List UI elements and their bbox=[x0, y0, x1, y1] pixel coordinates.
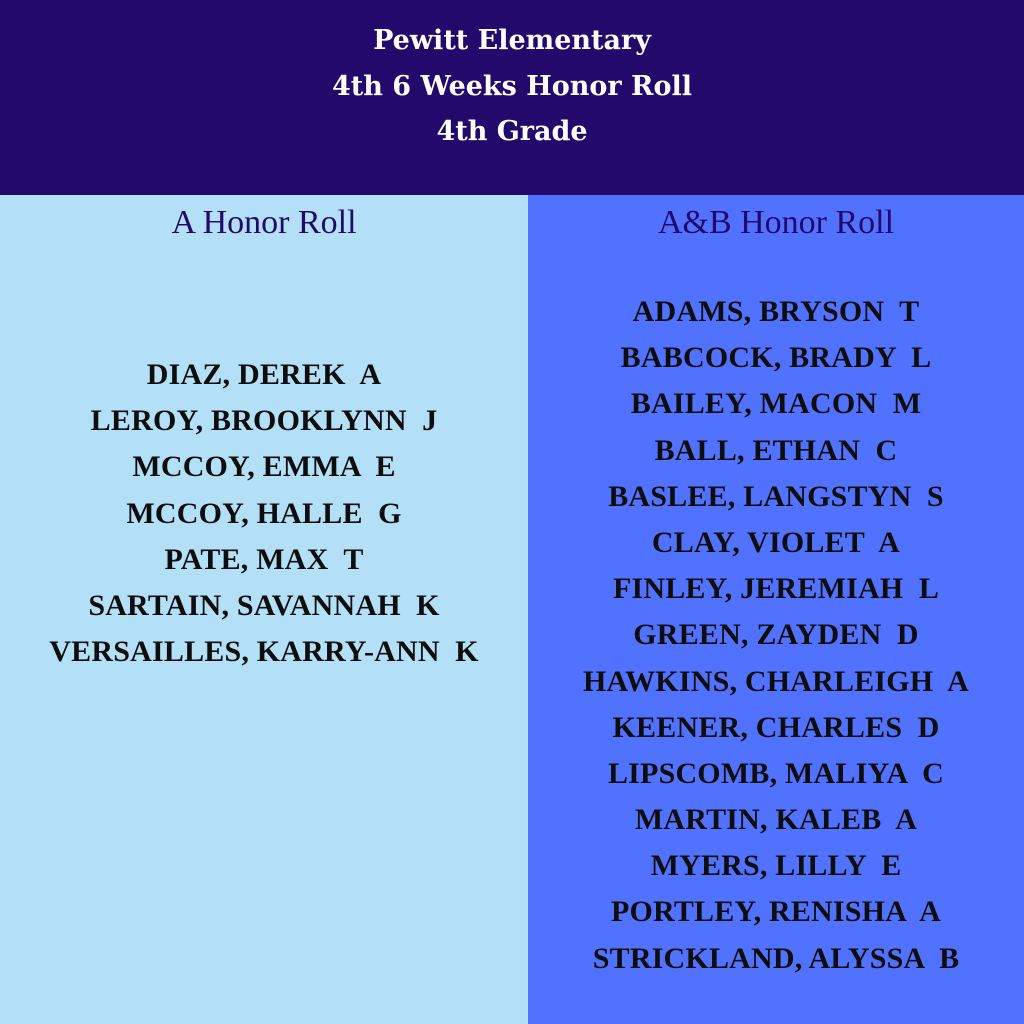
ab-honor-roll-name: KEENER, CHARLES D bbox=[612, 710, 940, 744]
a-honor-roll-name: PATE, MAX T bbox=[164, 542, 364, 576]
ab-honor-roll-list bbox=[528, 289, 1024, 982]
a-honor-roll-title: A Honor Roll bbox=[171, 204, 357, 241]
a-honor-roll-name: SARTAIN, SAVANNAH K bbox=[88, 588, 440, 622]
ab-honor-roll-name: HAWKINS, CHARLEIGH A bbox=[583, 664, 969, 698]
ab-honor-roll-name: PORTLEY, RENISHA A bbox=[610, 895, 942, 929]
a-honor-roll-name: MCCOY, EMMA E bbox=[132, 450, 396, 484]
grade-level: 4th Grade bbox=[436, 116, 588, 147]
ab-honor-roll-name: ADAMS, BRYSON T bbox=[632, 295, 920, 328]
school-name: Pewitt Elementary bbox=[373, 25, 651, 56]
a-honor-roll-name: MCCOY, HALLE G bbox=[126, 496, 402, 530]
a-honor-roll-column bbox=[0, 195, 528, 1024]
ab-honor-roll-name: CLAY, VIOLET A bbox=[651, 525, 901, 559]
header-banner bbox=[0, 0, 1024, 195]
a-honor-roll-name: VERSAILLES, KARRY-ANN K bbox=[49, 635, 479, 669]
a-honor-roll-name: DIAZ, DEREK A bbox=[146, 358, 382, 391]
ab-honor-roll-column bbox=[528, 195, 1024, 1024]
ab-honor-roll-name: LIPSCOMB, MALIYA C bbox=[607, 756, 945, 790]
honor-roll-period: 4th 6 Weeks Honor Roll bbox=[331, 71, 692, 102]
ab-honor-roll-name: MARTIN, KALEB A bbox=[634, 803, 918, 837]
ab-honor-roll-title: A&B Honor Roll bbox=[657, 204, 895, 241]
ab-honor-roll-name: GREEN, ZAYDEN D bbox=[633, 618, 919, 652]
ab-honor-roll-name: MYERS, LILLY E bbox=[650, 849, 902, 883]
ab-honor-roll-name: FINLEY, JEREMIAH L bbox=[612, 572, 940, 606]
ab-honor-roll-name: BALL, ETHAN C bbox=[654, 433, 898, 467]
ab-honor-roll-name: STRICKLAND, ALYSSA B bbox=[592, 941, 960, 975]
ab-honor-roll-name: BASLEE, LANGSTYN S bbox=[608, 479, 944, 513]
ab-honor-roll-name: BABCOCK, BRADY L bbox=[620, 341, 932, 375]
a-honor-roll-list bbox=[0, 352, 528, 675]
ab-honor-roll-name: BAILEY, MACON M bbox=[630, 387, 922, 421]
a-honor-roll-name: LEROY, BROOKLYNN J bbox=[90, 404, 438, 438]
